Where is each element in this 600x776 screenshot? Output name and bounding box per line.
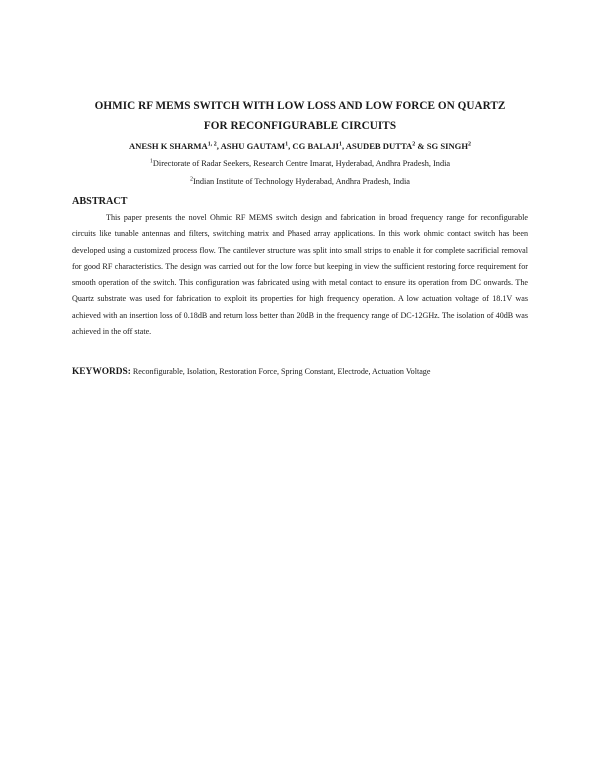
author-affiliation-marker: 2 (412, 141, 416, 148)
author-separator: , (216, 141, 221, 151)
author-list (40, 140, 560, 152)
author-name: CG BALAJI (292, 141, 339, 151)
title-line-2: FOR RECONFIGURABLE CIRCUITS (203, 120, 397, 132)
author-separator: , (341, 141, 346, 151)
author-name: ASUDEB DUTTA (345, 141, 413, 151)
affiliation-marker: 1 (149, 158, 153, 165)
affiliation-text: Indian Institute of Technology Hyderabad, Andhra Pradesh, India (192, 177, 410, 186)
paper-title (40, 96, 560, 136)
affiliation-text: Directorate of Radar Seekers, Research Centre Imarat, Hyderabad, Andhra Pradesh, India (152, 159, 451, 168)
keywords-line (72, 364, 542, 380)
affiliation-marker: 2 (189, 176, 193, 183)
author-name: SG SINGH (426, 141, 469, 151)
abstract-body: This paper presents the novel Ohmic RF MEMS switch design and fabrication in broad frequency range for reconfigurable circuits like tunable antennas and filters, switching matrix and Phased array applications. In this work ohmic contact switch has been developed using a customized process flow. The cantilever structure was split into small strips to enable it for complete sacrificial removal for good RF characteristics. The design was carried out for the low force but keeping in view the sufficient restoring force requirement for smooth operation of the switch. This configuration was fabricated using with metal contact to ensure its operation from DC onwards. The Quartz substrate was used for fabrication to exploit its properties for high frequency operation. A low actuation voltage of 18.1V was achieved with an insertion loss of 0.18dB and return loss better than 20dB in the frequency range of DC-12GHz. The isolation of 40dB was achieved in the off state. (72, 213, 528, 337)
abstract-heading: ABSTRACT (72, 196, 128, 207)
author-separator: , (288, 141, 293, 151)
affiliation-1 (40, 158, 560, 170)
author-name: ANESH K SHARMA (128, 141, 208, 151)
author-name: ASHU GAUTAM (220, 141, 286, 151)
keywords-text: Reconfigurable, Isolation, Restoration Force, Spring Constant, Electrode, Actuation Voltage (132, 367, 431, 376)
author-affiliation-marker: 1 (285, 141, 289, 148)
affiliation-2 (40, 176, 560, 188)
keywords-label: KEYWORDS: (72, 367, 131, 377)
author-affiliation-marker: 1 (338, 141, 342, 148)
author-affiliation-marker: 2 (468, 141, 472, 148)
title-line-1: OHMIC RF MEMS SWITCH WITH LOW LOSS AND LOW FORCE ON QUARTZ (94, 100, 506, 112)
author-affiliation-marker: 1, 2 (207, 141, 217, 148)
author-separator: & (415, 141, 427, 151)
